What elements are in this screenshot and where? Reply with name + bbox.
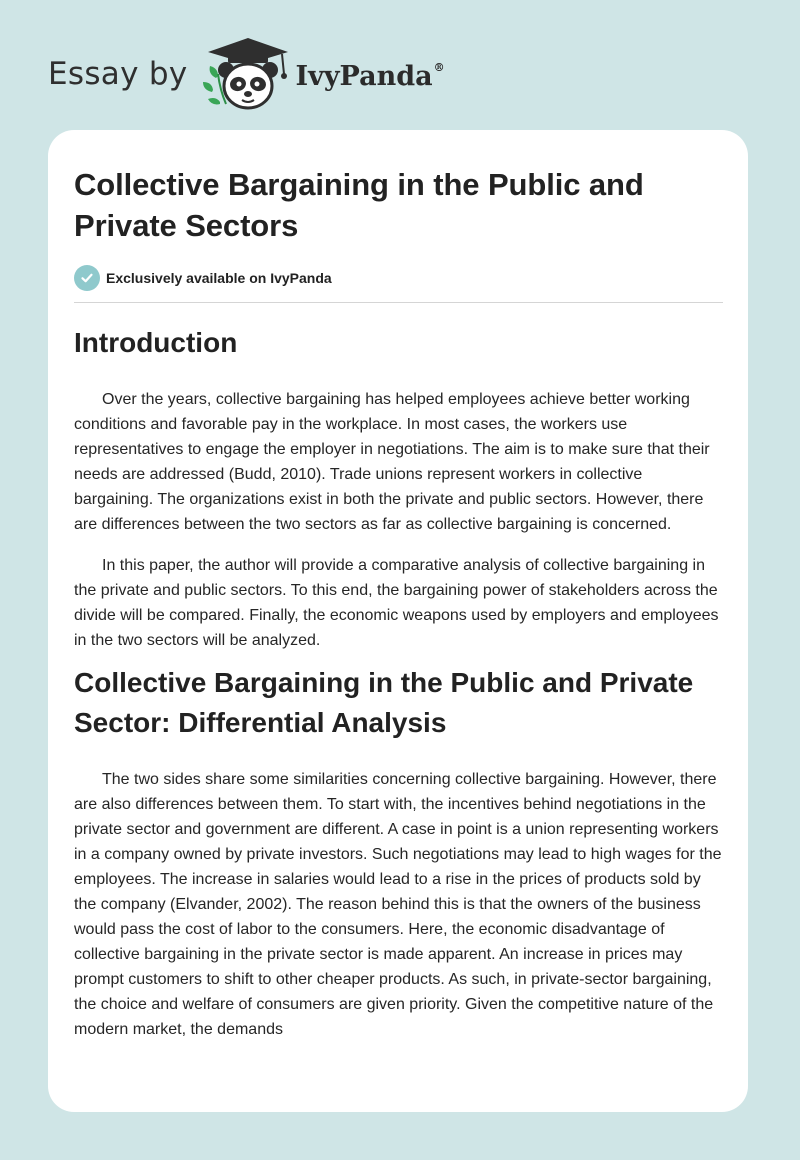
brand-name xyxy=(296,61,445,92)
exclusive-badge xyxy=(74,265,724,291)
essay-content xyxy=(74,164,724,1042)
brand-name-text: IvyPanda xyxy=(295,60,433,92)
title-divider xyxy=(74,302,723,303)
panda-graduation-cap-logo-icon xyxy=(202,34,294,114)
brand-prefix: Essay by xyxy=(48,56,188,92)
paragraph: Over the years, collective bargaining has helped employees achieve better working conditions and favorable pay in the workplace. In most cases, the workers use representatives to engage the employer in negotiations. The aim is to make sure that their needs are addressed (Budd, 2010). Trade unions represent workers in collective bargaining. The organizations exist in both the private and public sectors. However, there are differences between the two sectors as far as collective bargaining is concerned. xyxy=(74,391,710,533)
brand-header xyxy=(48,34,445,114)
paragraph: In this paper, the author will provide a comparative analysis of collective bargaining in the private and public sectors. To this end, the bargaining power of stakeholders across the divide will be compared. Finally, the economic weapons used by employers and employees in the two sectors will be analyzed. xyxy=(74,557,719,649)
essay-card xyxy=(48,130,748,1112)
paragraph: The two sides share some similarities concerning collective bargaining. However, there are also differences between them. To start with, the incentives behind negotiations in the private sector and government are different. A case in point is a union representing workers in a company owned by private investors. Such negotiations may lead to high wages for the employees. The increase in salaries would lead to a rise in the prices of products sold by the company (Elvander, 2002). The reason behind this is that the owners of the business would pass the cost of labor to the consumers. Here, the economic disadvantage of collective bargaining in the private sector is made apparent. An increase in prices may prompt customers to shift to other cheaper products. As such, in private-sector bargaining, the choice and welfare of consumers are given priority. Given the competitive nature of the modern market, the demands xyxy=(74,771,722,1038)
essay-title: Collective Bargaining in the Public and Private Sectors xyxy=(74,167,644,243)
check-circle-icon xyxy=(74,265,100,291)
registered-mark: ® xyxy=(433,60,445,74)
exclusive-badge-text: Exclusively available on IvyPanda xyxy=(106,270,332,286)
section-heading-differential-analysis: Collective Bargaining in the Public and Private Sector: Differential Analysis xyxy=(74,667,694,738)
section-heading-introduction: Introduction xyxy=(74,327,238,358)
